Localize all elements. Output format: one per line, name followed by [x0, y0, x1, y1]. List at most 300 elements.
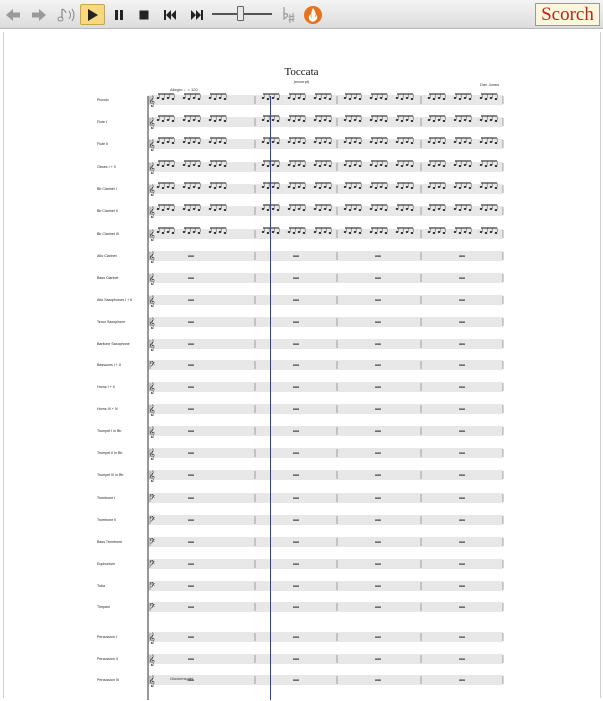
note-head [157, 141, 160, 143]
note-head [224, 232, 227, 234]
note-head [443, 165, 446, 167]
note-head [428, 186, 431, 188]
note-head [267, 165, 270, 167]
note-head [167, 164, 170, 166]
note-head [485, 98, 488, 100]
note-head [329, 98, 332, 100]
note-head [428, 164, 431, 166]
instrument-label: Trumpet III in Bb [97, 473, 124, 477]
note-head [167, 186, 170, 188]
whole-rest [375, 256, 381, 257]
note-head [277, 98, 280, 100]
instrument-label: Bb Clarinet I [97, 187, 117, 191]
whole-rest [459, 680, 465, 681]
note-head [469, 165, 472, 167]
note-head [324, 164, 327, 166]
whole-rest [293, 475, 299, 476]
note-head [480, 186, 483, 188]
note-head [438, 208, 441, 210]
tempo-marking: Allegro ♩= 120 [170, 87, 198, 92]
whole-rest [459, 256, 465, 257]
note-head [198, 98, 201, 100]
note-head [396, 164, 399, 166]
note-head [293, 142, 296, 144]
whole-rest [459, 475, 465, 476]
note-head [469, 142, 472, 144]
note-head [329, 209, 332, 211]
whole-rest [188, 637, 194, 638]
note-head [495, 142, 498, 144]
treble-clef: 𝄞 [149, 655, 155, 666]
note-head [167, 208, 170, 210]
whole-rest [375, 637, 381, 638]
note-head [438, 164, 441, 166]
note-head [464, 186, 467, 188]
note-head [267, 98, 270, 100]
note-head [469, 209, 472, 211]
note-head [464, 119, 467, 121]
whole-rest [459, 542, 465, 543]
glockenspiel-marking: Glockenspiel [170, 676, 193, 681]
treble-clef: 𝄞 [149, 633, 155, 644]
note-head [459, 120, 462, 122]
note-head [188, 232, 191, 234]
instrument-label: Flute I [97, 120, 107, 124]
whole-rest [293, 498, 299, 499]
note-head [401, 187, 404, 189]
treble-clef: 𝄞 [149, 274, 155, 285]
note-head [385, 187, 388, 189]
note-head [485, 187, 488, 189]
scorch-logo[interactable]: Scorch [535, 3, 600, 26]
note-head [198, 120, 201, 122]
note-head [480, 231, 483, 233]
note-head [209, 97, 212, 99]
whole-rest [375, 564, 381, 565]
whole-rest [375, 542, 381, 543]
note-head [267, 142, 270, 144]
treble-clef: 𝄞 [149, 449, 155, 460]
note-head [209, 186, 212, 188]
note-head [303, 98, 306, 100]
note-head [319, 142, 322, 144]
bass-clef: 𝄢 [149, 516, 156, 527]
note-head [490, 141, 493, 143]
note-head [288, 97, 291, 99]
whole-rest [188, 475, 194, 476]
note-head [385, 142, 388, 144]
instrument-label: Percussion III [97, 678, 119, 682]
instrument-label: Tenor Saxophone [97, 320, 126, 324]
note-head [188, 165, 191, 167]
note-head [267, 187, 270, 189]
note-head [293, 209, 296, 211]
whole-rest [375, 409, 381, 410]
note-head [375, 142, 378, 144]
whole-rest [459, 564, 465, 565]
note-head [183, 231, 186, 233]
note-head [385, 120, 388, 122]
whole-rest [293, 256, 299, 257]
note-head [359, 232, 362, 234]
treble-clef: 𝄞 [149, 96, 155, 107]
note-head [319, 187, 322, 189]
note-head [459, 232, 462, 234]
instrument-label: Horns III + IV [97, 407, 119, 411]
note-head [380, 186, 383, 188]
note-head [485, 232, 488, 234]
note-head [314, 97, 317, 99]
note-head [162, 187, 165, 189]
whole-rest [375, 680, 381, 681]
note-head [167, 141, 170, 143]
note-head [459, 209, 462, 211]
note-head [224, 165, 227, 167]
note-head [167, 97, 170, 99]
note-head [162, 165, 165, 167]
note-head [188, 209, 191, 211]
note-head [272, 164, 275, 166]
note-head [272, 186, 275, 188]
note-head [209, 208, 212, 210]
whole-rest [293, 431, 299, 432]
whole-rest [375, 498, 381, 499]
note-head [262, 119, 265, 121]
bass-clef: 𝄢 [149, 603, 156, 614]
instrument-label: Horns I + II [97, 385, 115, 389]
note-head [298, 231, 301, 233]
note-head [219, 97, 222, 99]
whole-rest [293, 409, 299, 410]
treble-clef: 𝄞 [149, 185, 155, 196]
note-head [188, 187, 191, 189]
whole-rest [375, 431, 381, 432]
instrument-label: Bb Clarinet II [97, 209, 118, 213]
note-head [262, 231, 265, 233]
note-head [438, 97, 441, 99]
note-head [433, 209, 436, 211]
whole-rest [293, 564, 299, 565]
note-head [401, 165, 404, 167]
note-head [267, 232, 270, 234]
note-head [485, 120, 488, 122]
note-head [219, 164, 222, 166]
instrument-label: Tuba [97, 584, 106, 588]
note-head [293, 98, 296, 100]
note-head [277, 187, 280, 189]
note-head [314, 231, 317, 233]
note-head [438, 186, 441, 188]
note-head [454, 186, 457, 188]
note-head [209, 231, 212, 233]
note-head [490, 164, 493, 166]
whole-rest [293, 680, 299, 681]
note-head [464, 164, 467, 166]
note-head [193, 186, 196, 188]
note-head [375, 165, 378, 167]
note-head [459, 187, 462, 189]
note-head [298, 141, 301, 143]
bass-clef: 𝄢 [149, 361, 156, 372]
instrument-label: Alto Saxophones I + II [97, 298, 133, 302]
note-head [370, 141, 373, 143]
note-head [172, 165, 175, 167]
note-head [293, 187, 296, 189]
note-head [288, 119, 291, 121]
note-head [183, 186, 186, 188]
note-head [224, 98, 227, 100]
whole-rest [459, 498, 465, 499]
note-head [464, 231, 467, 233]
note-head [272, 141, 275, 143]
score-title: Toccata [284, 66, 319, 78]
note-head [157, 97, 160, 99]
note-head [428, 97, 431, 99]
note-head [344, 119, 347, 121]
note-head [480, 208, 483, 210]
instrument-label: Bb Clarinet III [97, 232, 119, 236]
note-head [193, 141, 196, 143]
note-head [272, 97, 275, 99]
note-head [214, 98, 217, 100]
note-head [324, 97, 327, 99]
note-head [370, 119, 373, 121]
note-head [183, 141, 186, 143]
note-head [464, 208, 467, 210]
note-head [438, 141, 441, 143]
note-head [214, 232, 217, 234]
treble-clef: 𝄞 [149, 383, 155, 394]
instrument-label: Bassoons I + II [97, 363, 121, 367]
note-head [428, 231, 431, 233]
note-head [406, 208, 409, 210]
note-head [224, 142, 227, 144]
bass-clef: 𝄢 [149, 538, 156, 549]
note-head [303, 187, 306, 189]
note-head [411, 98, 414, 100]
whole-rest [188, 659, 194, 660]
note-head [224, 120, 227, 122]
note-head [224, 187, 227, 189]
whole-rest [293, 322, 299, 323]
note-head [162, 120, 165, 122]
note-head [443, 120, 446, 122]
note-head [214, 187, 217, 189]
note-head [464, 141, 467, 143]
note-head [396, 119, 399, 121]
note-head [469, 232, 472, 234]
whole-rest [293, 659, 299, 660]
note-head [359, 209, 362, 211]
note-head [262, 164, 265, 166]
instrument-label: Timpani [97, 605, 110, 609]
whole-rest [375, 520, 381, 521]
instrument-label: Oboes I + II [97, 165, 116, 169]
note-head [293, 165, 296, 167]
note-head [354, 164, 357, 166]
treble-clef: 𝄞 [149, 471, 155, 482]
instrument-label: Bass Trombone [97, 540, 123, 544]
whole-rest [459, 637, 465, 638]
instrument-label: Percussion II [97, 657, 118, 661]
note-head [370, 208, 373, 210]
note-head [167, 231, 170, 233]
note-head [349, 209, 352, 211]
instrument-label: Bass Clarinet [97, 276, 119, 280]
note-head [454, 208, 457, 210]
note-head [214, 120, 217, 122]
whole-rest [375, 586, 381, 587]
whole-rest [293, 520, 299, 521]
whole-rest [188, 520, 194, 521]
whole-rest [375, 322, 381, 323]
note-head [454, 231, 457, 233]
note-head [198, 209, 201, 211]
note-head [459, 165, 462, 167]
note-head [288, 141, 291, 143]
note-head [485, 209, 488, 211]
note-head [267, 120, 270, 122]
instrument-label: Trumpet II in Bb [97, 451, 123, 455]
note-head [411, 165, 414, 167]
note-head [272, 119, 275, 121]
note-head [349, 232, 352, 234]
note-head [354, 231, 357, 233]
note-head [370, 186, 373, 188]
whole-rest [459, 365, 465, 366]
instrument-label: Trombone I [97, 496, 116, 500]
note-head [433, 187, 436, 189]
whole-rest [459, 322, 465, 323]
note-head [349, 98, 352, 100]
playback-cursor[interactable] [270, 96, 271, 700]
note-head [344, 164, 347, 166]
note-head [157, 119, 160, 121]
note-head [469, 120, 472, 122]
note-head [198, 165, 201, 167]
treble-clef: 𝄞 [149, 207, 155, 218]
whole-rest [293, 344, 299, 345]
note-head [209, 141, 212, 143]
note-head [324, 208, 327, 210]
whole-rest [293, 542, 299, 543]
note-head [193, 208, 196, 210]
note-head [454, 97, 457, 99]
note-head [411, 120, 414, 122]
note-head [293, 120, 296, 122]
note-head [411, 209, 414, 211]
whole-rest [293, 586, 299, 587]
whole-rest [188, 256, 194, 257]
note-head [288, 164, 291, 166]
note-head [495, 98, 498, 100]
note-head [214, 209, 217, 211]
note-head [396, 208, 399, 210]
whole-rest [293, 365, 299, 366]
note-head [380, 119, 383, 121]
note-head [157, 186, 160, 188]
note-head [314, 208, 317, 210]
whole-rest [188, 300, 194, 301]
whole-rest [293, 387, 299, 388]
note-head [324, 186, 327, 188]
note-head [277, 165, 280, 167]
note-head [272, 208, 275, 210]
note-head [401, 142, 404, 144]
note-head [219, 119, 222, 121]
note-head [193, 231, 196, 233]
note-head [375, 232, 378, 234]
note-head [262, 141, 265, 143]
note-head [385, 98, 388, 100]
note-head [162, 98, 165, 100]
note-head [490, 231, 493, 233]
instrument-label: Flute II [97, 142, 108, 146]
treble-clef: 𝄞 [149, 296, 155, 307]
treble-clef: 𝄞 [149, 140, 155, 151]
whole-rest [375, 365, 381, 366]
note-head [157, 164, 160, 166]
note-head [354, 141, 357, 143]
note-head [219, 231, 222, 233]
note-head [344, 231, 347, 233]
note-head [198, 232, 201, 234]
note-head [354, 119, 357, 121]
treble-clef: 𝄞 [149, 318, 155, 329]
note-head [411, 232, 414, 234]
note-head [359, 165, 362, 167]
note-head [480, 119, 483, 121]
treble-clef: 𝄞 [149, 405, 155, 416]
note-head [480, 97, 483, 99]
whole-rest [293, 607, 299, 608]
whole-rest [375, 344, 381, 345]
note-head [443, 209, 446, 211]
whole-rest [375, 607, 381, 608]
whole-rest [459, 344, 465, 345]
whole-rest [459, 659, 465, 660]
note-head [406, 97, 409, 99]
whole-rest [188, 498, 194, 499]
note-head [406, 186, 409, 188]
note-head [198, 142, 201, 144]
note-head [303, 165, 306, 167]
note-head [443, 142, 446, 144]
whole-rest [459, 520, 465, 521]
whole-rest [188, 453, 194, 454]
note-head [411, 187, 414, 189]
note-head [172, 187, 175, 189]
whole-rest [293, 453, 299, 454]
whole-rest [188, 278, 194, 279]
note-head [262, 208, 265, 210]
note-head [183, 119, 186, 121]
whole-rest [459, 387, 465, 388]
note-head [162, 209, 165, 211]
note-head [480, 164, 483, 166]
note-head [298, 208, 301, 210]
note-head [172, 232, 175, 234]
note-head [443, 232, 446, 234]
note-head [428, 208, 431, 210]
whole-rest [293, 300, 299, 301]
whole-rest [188, 387, 194, 388]
note-head [349, 120, 352, 122]
whole-rest [375, 453, 381, 454]
note-head [454, 141, 457, 143]
note-head [370, 164, 373, 166]
note-head [490, 186, 493, 188]
